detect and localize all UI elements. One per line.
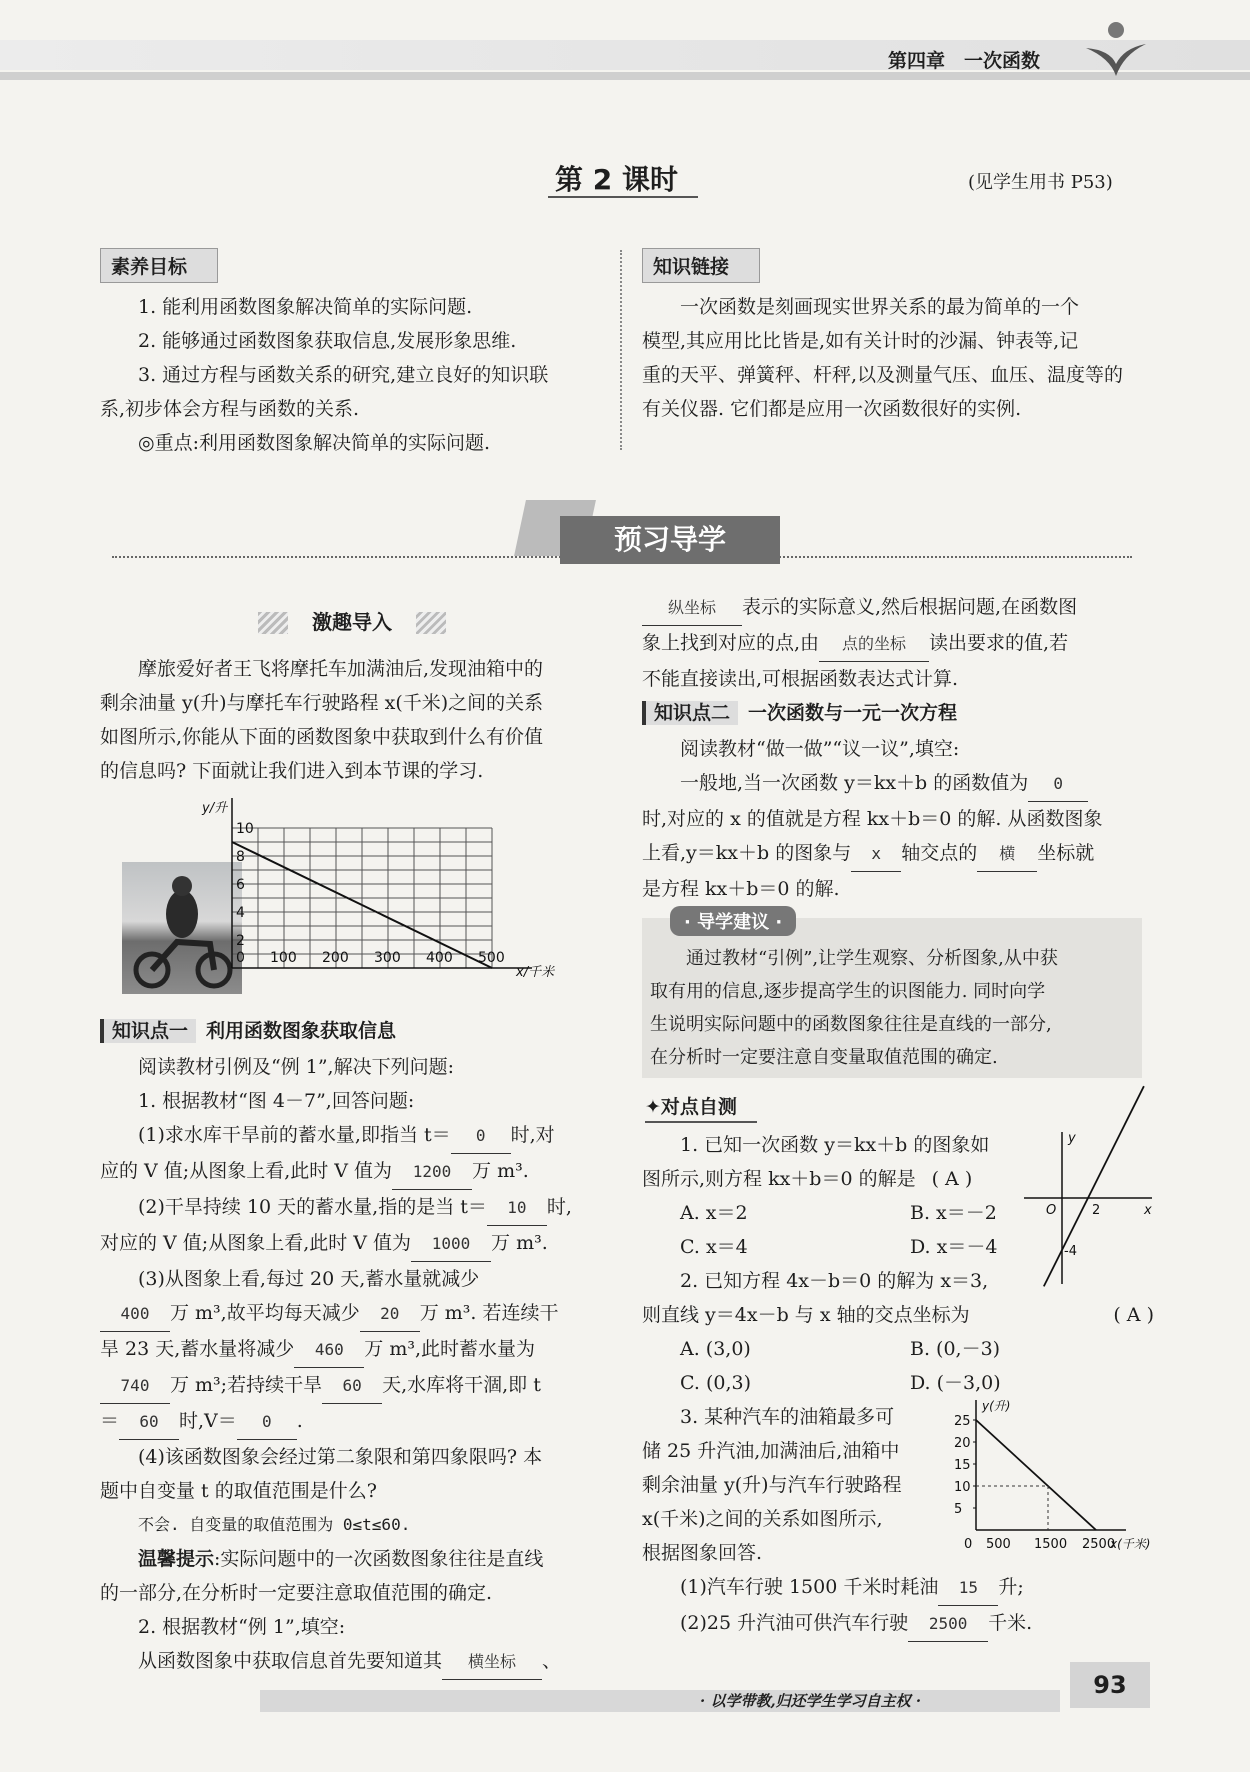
- x-axis-label: x(千米): [1110, 1537, 1151, 1551]
- x-tick-label: 0: [964, 1537, 973, 1552]
- kp1-q2-line2: [642, 590, 1162, 626]
- text: 万 m³.: [472, 1160, 529, 1182]
- guide-text: [650, 942, 1140, 1074]
- answer-blank: 60: [119, 1405, 179, 1440]
- text: 应的 V 值;从图象上看,此时 V 值为: [100, 1160, 393, 1182]
- text: .: [296, 1410, 303, 1432]
- goal-item: 2. 能够通过函数图象获取信息,发展形象思维.: [138, 330, 517, 352]
- q1-line2: [642, 1162, 1032, 1196]
- q3-line: 根据图象回答.: [642, 1542, 763, 1564]
- x-tick-label: 500: [986, 1537, 1011, 1552]
- text: (1)求水库干旱前的蓄水量,即指当 t＝: [138, 1124, 451, 1146]
- q2-option: B. (0,－3): [910, 1338, 1001, 1360]
- answer-blank: 10: [487, 1191, 547, 1226]
- text: ＝: [100, 1410, 120, 1432]
- text: 时,对: [510, 1124, 555, 1146]
- x-tick-label: 200: [322, 950, 349, 966]
- fuel-chart-2: [936, 1390, 1156, 1560]
- header-bar: [0, 72, 1250, 80]
- guide-line: 生说明实际问题中的函数图象往往是直线的一部分,: [650, 1014, 1052, 1035]
- answer-blank: 0: [451, 1119, 511, 1154]
- kp1-tag: 知识点一: [100, 1019, 196, 1043]
- kp1-a2: [100, 1190, 610, 1226]
- kp1-q2: 2. 根据教材“例 1”,填空:: [138, 1616, 346, 1638]
- intro-text: [100, 652, 620, 788]
- text: 万 m³,此时蓄水量为: [364, 1338, 536, 1360]
- answer-blank: 60: [322, 1369, 382, 1404]
- y-tick-label: 4: [236, 905, 245, 921]
- kp2-read: 阅读教材“做一做”“议一议”,填空:: [680, 738, 960, 760]
- q3-line: 剩余油量 y(升)与汽车行驶路程: [642, 1474, 902, 1496]
- q2-line2: [642, 1298, 1162, 1332]
- text: 时,: [546, 1196, 572, 1218]
- link-label: 知识链接: [642, 248, 760, 283]
- y-axis-label: y(升): [982, 1399, 1011, 1413]
- link-line: 一次函数是刻画现实世界关系的最为简单的一个: [680, 296, 1080, 318]
- kp1-a1: [100, 1118, 610, 1154]
- goal-item: 系,初步体会方程与函数的关系.: [100, 398, 360, 420]
- kp1-tip: [100, 1542, 610, 1576]
- q2-option: C. (0,3): [680, 1372, 751, 1394]
- text: 时,V＝: [179, 1410, 237, 1432]
- text: 上看,y＝kx＋b 的图象与: [642, 842, 852, 864]
- y-axis-label: y/升: [202, 801, 228, 816]
- y-tick-label: 2: [236, 933, 245, 949]
- text: 坐标就: [1037, 842, 1095, 864]
- title-underline: [548, 196, 698, 198]
- kp2-l4: 是方程 kx＋b＝0 的解.: [642, 878, 840, 900]
- q2-option: A. (3,0): [680, 1338, 751, 1360]
- y-tick-label: 6: [236, 877, 245, 893]
- guide-line: 通过教材“引例”,让学生观察、分析图象,从中获: [686, 948, 1058, 969]
- guide-label: · 导学建议 ·: [670, 906, 796, 936]
- q3-line: 储 25 升汽油,加满油后,油箱中: [642, 1440, 900, 1462]
- kp2-tag: 知识点二: [642, 701, 738, 725]
- link-text: [642, 290, 1162, 426]
- text: 轴交点的: [901, 842, 978, 864]
- kp2-title: 一次函数与一元一次方程: [748, 702, 958, 724]
- answer-blank: 460: [294, 1333, 364, 1368]
- text: 象上找到对应的点,由: [642, 632, 820, 654]
- answer-blank: 点的坐标: [819, 627, 929, 662]
- q3a: [642, 1570, 1162, 1606]
- footer-bar: [260, 1690, 1060, 1712]
- answer-blank: 横坐标: [442, 1645, 542, 1680]
- y-tick-label: 15: [954, 1458, 971, 1473]
- text: 一般地,当一次函数 y＝kx＋b 的函数值为: [680, 772, 1029, 794]
- answer-blank: x: [851, 837, 901, 872]
- text: 对应的 V 值;从图象上看,此时 V 值为: [100, 1232, 412, 1254]
- x-tick-label: 500: [478, 950, 505, 966]
- q1-answer: ( A ): [931, 1168, 973, 1190]
- lesson-title: 第 2 课时: [555, 163, 678, 196]
- q1-option: D. x＝－4: [910, 1236, 998, 1258]
- text: :实际问题中的一次函数图象往往是直线: [214, 1548, 544, 1570]
- y-tick-label: 10: [236, 821, 254, 837]
- q1-options: [680, 1196, 1020, 1264]
- answer-blank: 0: [237, 1405, 297, 1440]
- intro-line: 剩余油量 y(升)与摩托车行驶路程 x(千米)之间的关系: [100, 692, 544, 714]
- q2-option: D. (－3,0): [910, 1372, 1001, 1394]
- kp1-a3: (3)从图象上看,每过 20 天,蓄水量就减少: [138, 1268, 480, 1290]
- text: 则直线 y＝4x－b 与 x 轴的交点坐标为: [642, 1304, 970, 1326]
- text: 图所示,则方程 kx＋b＝0 的解是: [642, 1168, 916, 1190]
- kp1-body: [100, 1050, 610, 1680]
- x-axis-label: x: [1144, 1203, 1152, 1218]
- answer-blank: 1200: [392, 1155, 472, 1190]
- text: (2)干旱持续 10 天的蓄水量,指的是当 t＝: [138, 1196, 487, 1218]
- kp1-a4b: 题中自变量 t 的取值范围是什么?: [100, 1480, 377, 1502]
- star-icon: ✦: [645, 1096, 661, 1118]
- kp2-l3: [642, 836, 1162, 872]
- origin-label: O: [1046, 1203, 1057, 1218]
- kp1-tip2: 的一部分,在分析时一定要注意取值范围的确定.: [100, 1582, 493, 1604]
- x-tick-label: 100: [270, 950, 297, 966]
- x-tick-label: 1500: [1034, 1537, 1068, 1552]
- link-line: 模型,其应用比比皆是,如有关计时的沙漏、钟表等,记: [642, 330, 1079, 352]
- kp1-a1b: [100, 1154, 610, 1190]
- lesson-ref: (见学生用书 P53): [968, 172, 1113, 193]
- intro-title: 激趣导入: [288, 606, 416, 635]
- y-tick-label: 20: [954, 1436, 971, 1451]
- series-line: [976, 1420, 1096, 1530]
- kp1-title: 利用函数图象获取信息: [206, 1020, 397, 1042]
- kp1-q1: 1. 根据教材“图 4－7”,回答问题:: [138, 1090, 415, 1112]
- goal-item: 1. 能利用函数图象解决简单的实际问题.: [138, 296, 473, 318]
- text: 旱 23 天,蓄水量将减少: [100, 1338, 295, 1360]
- x-tick-label: 0: [236, 950, 245, 966]
- y-tick-label: 5: [954, 1502, 963, 1517]
- kp1-a3e: [100, 1404, 610, 1440]
- guide-line: 在分析时一定要注意自变量取值范围的确定.: [650, 1047, 998, 1068]
- answer-blank: 740: [100, 1369, 170, 1404]
- text: 万 m³. 若连续干: [419, 1302, 559, 1324]
- kp1-a2b: [100, 1226, 610, 1262]
- link-line: 有关仪器. 它们都是应用一次函数很好的实例.: [642, 398, 1022, 420]
- intro-line: 的信息吗? 下面就让我们进入到本节课的学习.: [100, 760, 484, 782]
- y-axis-label: y: [1068, 1131, 1076, 1146]
- text: 千米.: [988, 1612, 1033, 1634]
- banner-title: 预习导学: [560, 516, 780, 564]
- text: (1)汽车行驶 1500 千米时耗油: [680, 1576, 939, 1598]
- q3b: [642, 1606, 1162, 1642]
- text: 万 m³,故平均每天减少: [170, 1302, 360, 1324]
- selftest-q3: [642, 1400, 942, 1570]
- answer-blank: 0: [1028, 767, 1088, 802]
- text: 表示的实际意义,然后根据问题,在函数图: [742, 596, 1078, 618]
- answer-blank: 2500: [908, 1607, 988, 1642]
- kp1-q2-line4: 不能直接读出,可根据函数表达式计算.: [642, 668, 959, 690]
- kp1-continued: [642, 590, 1162, 696]
- text: 、: [542, 1650, 562, 1672]
- q1-option: B. x＝－2: [910, 1202, 997, 1224]
- kp1-a3b: [100, 1296, 610, 1332]
- goals-label: 素养目标: [100, 248, 218, 283]
- answer-blank: 400: [100, 1297, 170, 1332]
- kp1-read: 阅读教材引例及“例 1”,解决下列问题:: [138, 1056, 454, 1078]
- x-intercept-label: 2: [1092, 1203, 1101, 1218]
- tip-label: 温馨提示: [138, 1548, 215, 1570]
- page-number: 93: [1070, 1662, 1150, 1708]
- kp2-l2: 时,对应的 x 的值就是方程 kx＋b＝0 的解. 从函数图象: [642, 808, 1103, 830]
- x-axis-label: x/千米: [516, 965, 555, 980]
- selftest-label: [645, 1092, 757, 1123]
- x-tick-label: 2500: [1082, 1537, 1116, 1552]
- answer-blank: 20: [360, 1297, 420, 1332]
- header-band: [0, 40, 1250, 70]
- kp1-a3d: [100, 1368, 610, 1404]
- kp2-l1: [642, 766, 1162, 802]
- q1-option: A. x＝2: [680, 1202, 748, 1224]
- intro-line: 如图所示,你能从下面的函数图象中获取到什么有价值: [100, 726, 544, 748]
- text: 读出要求的值,若: [929, 632, 1069, 654]
- text: 万 m³.: [491, 1232, 548, 1254]
- goals-list: [100, 290, 600, 460]
- y-intercept-label: -4: [1064, 1244, 1077, 1259]
- y-tick-label: 8: [236, 849, 245, 865]
- kp2-heading: [642, 698, 957, 725]
- kp1-a4-answer: 不会. 自变量的取值范围为 0≤t≤60.: [138, 1515, 411, 1534]
- selftest-q3-answers: [642, 1570, 1162, 1642]
- q1-line: 1. 已知一次函数 y＝kx＋b 的图象如: [680, 1134, 990, 1156]
- guide-line: 取有用的信息,逐步提高学生的识图能力. 同时向学: [650, 981, 1046, 1002]
- goal-item: 3. 通过方程与函数关系的研究,建立良好的知识联: [138, 364, 549, 386]
- answer-blank: 15: [938, 1571, 998, 1606]
- selftest-q2: [642, 1264, 1162, 1332]
- text: 升;: [998, 1576, 1024, 1598]
- chapter-title: 第四章 一次函数: [888, 50, 1041, 72]
- text: 万 m³;若持续干旱: [170, 1374, 323, 1396]
- column-divider: [620, 250, 622, 450]
- logo-icon: [1080, 18, 1150, 80]
- q2-answer: ( A ): [1113, 1304, 1154, 1326]
- y-tick-label: 10: [954, 1480, 971, 1495]
- selftest-label-text: 对点自测: [660, 1096, 737, 1118]
- y-tick-label: 25: [954, 1414, 971, 1429]
- answer-blank: 纵坐标: [642, 591, 742, 626]
- footer-motto: · 以学带教,归还学生学习自主权 ·: [700, 1692, 922, 1710]
- q2-line: 2. 已知方程 4x－b＝0 的解为 x＝3,: [680, 1270, 989, 1292]
- kp1-a3c: [100, 1332, 610, 1368]
- series-line: [1044, 1086, 1144, 1286]
- goal-key: ◎重点:利用函数图象解决简单的实际问题.: [138, 432, 491, 454]
- answer-blank: 横: [977, 837, 1037, 872]
- kp1-q2-line3: [642, 626, 1162, 662]
- answer-blank: 1000: [411, 1227, 491, 1262]
- kp1-q2-line: [100, 1644, 610, 1680]
- link-line: 重的天平、弹簧秤、杆秤,以及测量气压、血压、温度等的: [642, 364, 1124, 386]
- selftest-q1: [642, 1128, 1032, 1196]
- text: 从函数图象中获取信息首先要知道其: [138, 1650, 443, 1672]
- text: (2)25 升汽油可供汽车行驶: [680, 1612, 909, 1634]
- q1-option: C. x＝4: [680, 1236, 748, 1258]
- fuel-chart-1: [202, 800, 570, 1000]
- kp1-heading: [100, 1016, 396, 1043]
- kp1-a4: (4)该函数图象会经过第二象限和第四象限吗? 本: [138, 1446, 543, 1468]
- intro-line: 摩旅爱好者王飞将摩托车加满油后,发现油箱中的: [138, 658, 544, 680]
- q3-line: 3. 某种汽车的油箱最多可: [680, 1406, 895, 1428]
- kp2-body: [642, 732, 1162, 906]
- text: 天,水库将干涸,即 t: [382, 1374, 541, 1396]
- x-tick-label: 300: [374, 950, 401, 966]
- x-tick-label: 400: [426, 950, 453, 966]
- q3-line: x(千米)之间的关系如图所示,: [642, 1508, 883, 1530]
